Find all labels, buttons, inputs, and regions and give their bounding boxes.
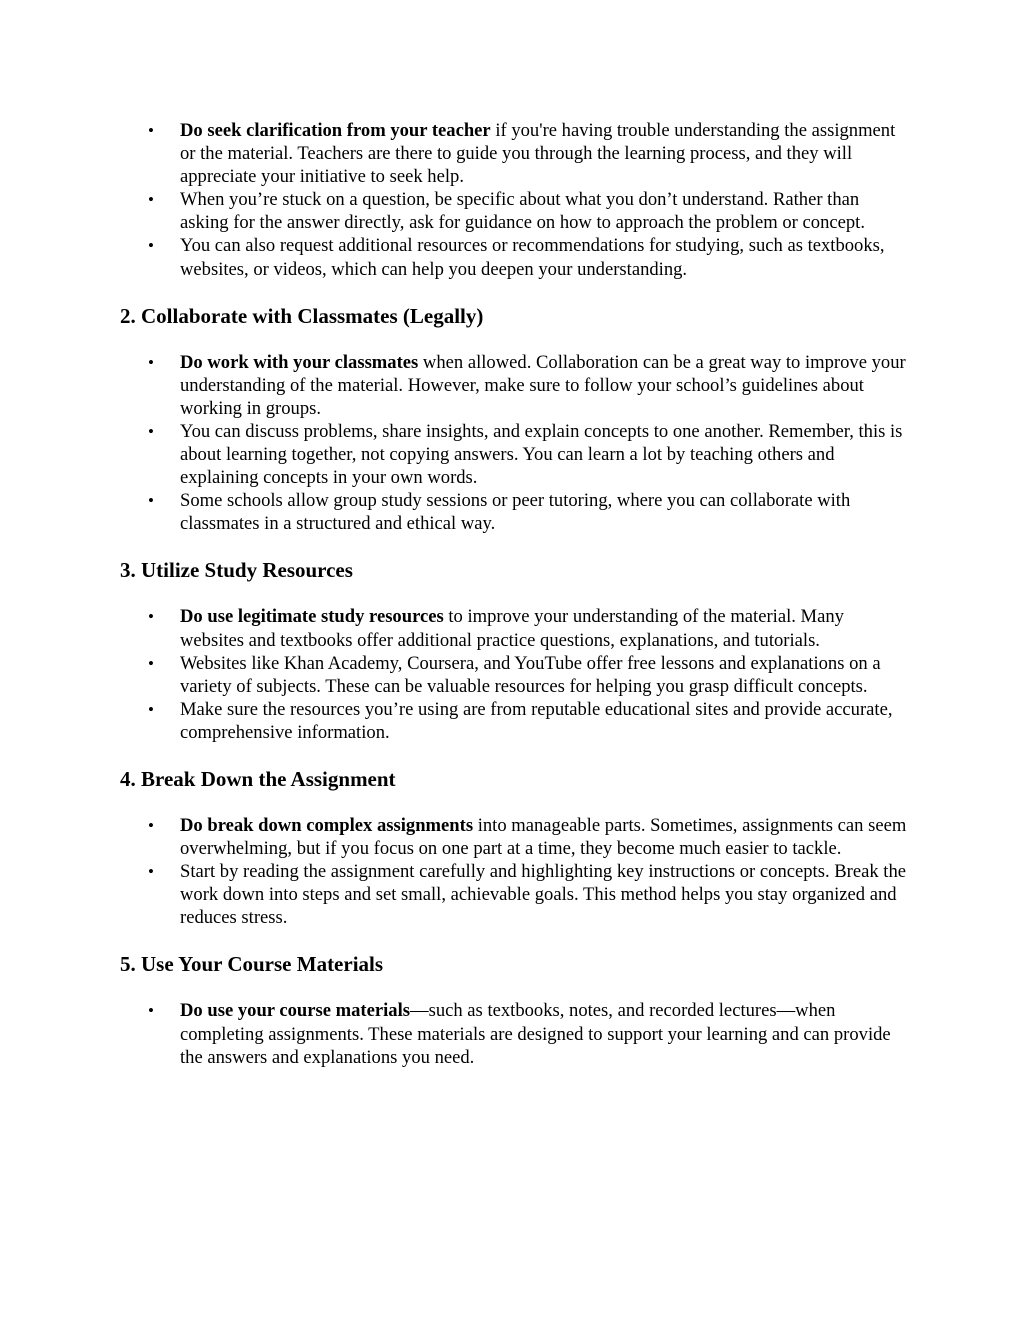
- list-item: [120, 860, 910, 929]
- item-bold-lead: Do work with your classmates: [180, 351, 419, 373]
- list-item: [120, 814, 910, 860]
- section-list: [120, 351, 910, 536]
- list-item: [120, 119, 910, 188]
- item-text: Websites like Khan Academy, Coursera, and YouTube offer free lessons and explanations on a variety of subjects. These can be valuable resources for helping you grasp difficult concepts.: [180, 652, 881, 697]
- item-text: When you’re stuck on a question, be specific about what you don’t understand. Rather than asking for the answer directly, ask for guidance on how to approach the problem or concept.: [180, 189, 865, 234]
- section-list: [120, 814, 910, 929]
- section-list: [120, 605, 910, 744]
- list-item: [120, 999, 910, 1068]
- list-item: [120, 420, 910, 489]
- item-text: to improve your understanding of the material. Many websites and textbooks offer additional practice questions, explanations, and tutorials.: [180, 606, 844, 651]
- section-course-materials: [120, 952, 910, 1068]
- intro-list: [120, 119, 910, 281]
- list-item: [120, 489, 910, 535]
- item-bold-lead: Do seek clarification from your teacher: [180, 120, 491, 141]
- section-list: [120, 999, 910, 1068]
- section-break-down: [120, 767, 910, 929]
- item-text: You can discuss problems, share insights, and explain concepts to one another. Remember, this is about learning together, not copying answers. You can learn a lot by teaching others and explaining concepts in your own words.: [180, 420, 903, 489]
- list-item: [120, 652, 910, 698]
- section-heading: 5. Use Your Course Materials: [120, 952, 384, 977]
- item-text: You can also request additional resources or recommendations for studying, such as textbooks, websites, or videos, which can help you deepen your understanding.: [180, 235, 885, 280]
- item-text: into manageable parts. Sometimes, assignments can seem overwhelming, but if you focus on one part at a time, they become much easier to tackle.: [180, 814, 907, 860]
- section-heading: 4. Break Down the Assignment: [120, 766, 396, 791]
- item-text: Start by reading the assignment carefully and highlighting key instructions or concepts. Break the work down into steps and set small, achievable goals. This method helps you stay organized and reduces stress.: [180, 861, 907, 929]
- section-heading: 2. Collaborate with Classmates (Legally): [120, 303, 484, 328]
- list-item: [120, 698, 910, 744]
- item-bold-lead: Do use legitimate study resources: [180, 606, 444, 628]
- item-bold-lead: Do break down complex assignments: [180, 814, 474, 836]
- item-text: when allowed. Collaboration can be a great way to improve your understanding of the material. However, make sure to follow your school’s guidelines about working in groups.: [180, 351, 906, 419]
- item-text: —such as textbooks, notes, and recorded lectures—when completing assignments. These materials are designed to support your learning and can provide the answers and explanations you need.: [180, 1000, 891, 1068]
- list-item: [120, 234, 910, 280]
- section-heading: 3. Utilize Study Resources: [120, 558, 353, 583]
- section-collaborate: [120, 304, 910, 536]
- item-bold-lead: Do use your course materials: [180, 1000, 410, 1022]
- document-page: [120, 119, 910, 1069]
- list-item: [120, 188, 910, 234]
- item-text: Make sure the resources you’re using are from reputable educational sites and provide accurate, comprehensive information.: [180, 698, 893, 743]
- item-text: Some schools allow group study sessions or peer tutoring, where you can collaborate with classmates in a structured and ethical way.: [180, 490, 851, 535]
- section-study-resources: [120, 558, 910, 744]
- list-item: [120, 351, 910, 420]
- item-text: if you're having trouble understanding the assignment or the material. Teachers are there to guide you through the learning process, and they will appreciate your initiative to seek help.: [180, 120, 896, 188]
- list-item: [120, 605, 910, 651]
